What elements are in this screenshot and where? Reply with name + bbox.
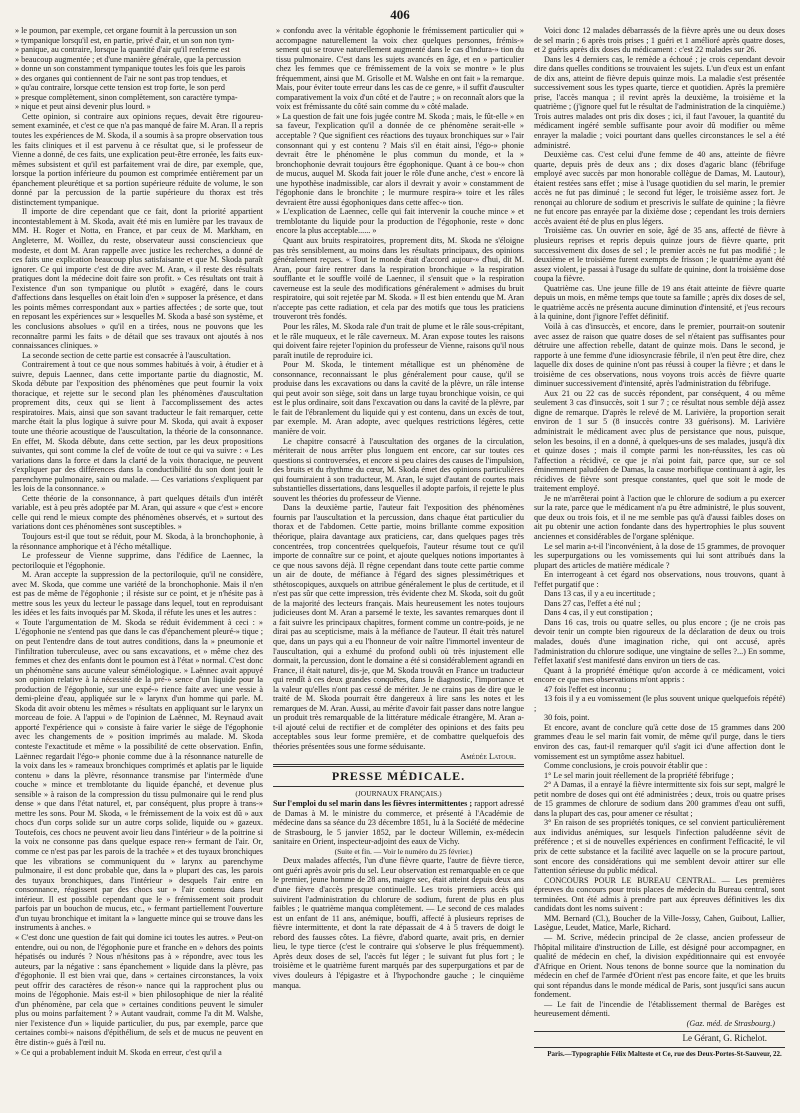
paragraph: Voici donc 12 malades débarrassés de la fièvre après une ou deux doses de sel marin ; 6 après trois prises ; 1 guéri et 1 amélioré après quatre doses, et 2 guéris après dix doses du médicament : c'est 22 malades sur 26. — [534, 26, 785, 55]
article-title — [273, 799, 524, 847]
paragraph: Et encore, avant de conclure qu'à cette dose de 15 grammes dans 200 grammes d'eau le sel marin fait vomir, de même qu'il purge, dans le tiers environ des cas, faut-il remarquer qu'il s'agit ici d'une affection dont le vomissement est un symptôme assez habituel. — [534, 722, 785, 761]
paragraph: Quant aux bruits respiratoires, proprement dits, M. Skoda ne s'éloigne pas très sensiblement, au moins dans les résultats principaux, des opinions généralement reçues. « Tout le monde était d'accord aujour-» d'hui, dit M. Aran, pour faire rentrer dans la respiration bronchique » la respiration soufflante et le souffle voilé de Laennec, il s'ensuit que » la respiration caverneuse est la seule des modifications généralement » admises du bruit respiratoire, qui soit rejetée par M. Skoda. » Il est bien entendu que M. Aran n'accepte pas cette radiation, et cela par des motifs que tous les praticiens trouveront très fondés. — [273, 236, 524, 322]
paragraph: » Ce qui a probablement induit M. Skoda en erreur, c'est qu'il a — [15, 1047, 222, 1057]
paragraph: Il importe de dire cependant que ce fait, dont la priorité appartient incontestablement à M. Skoda, avait été mis en lumière par les travaux de MM. H. Roger et Notta, en France, et par ceux de M. Markham, en Angleterre, M. Woillez, du reste, observateur aussi consciencieux que modeste, et dont M. Aran rappelle avec justice les recherches, a donné de ces faits une explication beaucoup plus satisfaisante et que M. Skoda paraît ignorer. Ce qui importe c'est de dire avec M. Aran, « il reste des résultats pratiques dont la médecine doit faire son profit. » Ces résultats ont trait à l'existence d'un son tympanique ou plutôt » exagéré, dans le cours d'affections dans lesquelles on était loin d'en » supposer la présence, et dans les points mêmes correspondant aux » parties affectées ; de sorte que, tout en reposant les expériences sur » lesquelles M. Skoda a basé son système, et les conclusions absolues » qu'il en a tirées, nous ne pouvons que les reconnaître parmi les faits » de détail que ses travaux ont ajoutés à nos connaissances cliniques. » — [12, 207, 263, 351]
paragraph: Cette théorie de la consonnance, à part quelques détails d'un intérêt variable, est à peu près adoptée par M. Aran, qui assure « que c'est » encore celle qui rend le mieux compte des phénomènes observés, et » surtout des variations dont ces phénomènes sont susceptibles. » — [12, 493, 263, 532]
paragraph: CONCOURS POUR LE BUREAU CENTRAL. — Les premières épreuves du concours pour trois places de médecin du Bureau central, sont terminées. Ont été admis à prendre part aux épreuves définitives les dix candidats dont les noms suivent : — [534, 875, 785, 914]
paragraph: Dans la deuxième partie, l'auteur fait l'exposition des phénomènes fournis par l'auscultation et la percussion, dans chaque état particulier du thorax et de l'abdomen. Cette partie, moins brillante comme exposition théorique, plaira davantage aux praticiens, car, dans quelques pages très concentrées, trop concentrées quelquefois, l'auteur résume tout ce qu'il importe de connaître sur ce point, et ajoute quelques notions importantes à ce que nous savons déjà. Il règne cependant dans toute cette partie comme un air de doute, de méfiance à l'égard des signes plessimétriques et sthétoscopiques, auxquels on attribue généralement le plus de certitude, et il n'est pas sûr que cette impression, très évidente chez M. Skoda, soit du goût de la majorité des lecteurs français. Mais heureusement les notes toujours judicieuses dont M. Aran a parsemé le texte, les savantes remarques dont il a fait suivre les principaux chapitres, forment comme un contre-poids, je ne dirai pas au scepticisme, mais à la méfiance de l'auteur. Il était très naturel que, dans un pays qui a eu l'honneur de voir naître l'immortel inventeur de l'auscultation, qui a exhumé du profond oubli où très injustement elle dormait, la percussion, dont le domaine a été si considérablement agrandi en France, il était naturel, dis-je, que M. Skoda trouvât en France un traducteur qui rendît à ces deux grandes conquêtes, dans le diagnostic, l'importance et la valeur qu'elles n'ont pas cessé de mériter. Je ne crains pas de dire que le traité de M. Skoda pourrait être dangereux à lire sans les notes et les remarques de M. Aran. Aussi, au mérite d'avoir fait passer dans notre langue un produit très remarquable de la littérature médicale étrangère, M. Aran a-t-il ajouté celui de rectifier et de compléter des opinions et des faits peu acceptables sous leur forme première, et de combattre quelquefois des théories présentées sous une forme séduisante. — [273, 503, 524, 752]
middle-column — [273, 26, 524, 1102]
paragraph: Dans 16 cas, trois ou quatre selles, ou plus encore ; (je ne crois pas devoir tenir un compte bien rigoureux de la déclaration de deux ou trois malades, doués d'une imagination riche, qui ont accusé, après l'administration du chlorure sodique, une vingtaine de selles ?...) En somme, l'effet laxatif s'est manifesté dans environ un tiers de cas. — [534, 617, 785, 666]
paragraph: Cette opinion, si contraire aux opinions reçues, devait être rigoureu-sement examinée, et c'est ce que n'a pas manqué de faire M. Aran. Il a repris toutes les expériences de M. Skoda, il a soumis à sa propre observation tous les faits cliniques et il est parvenu à ce résultat que, si le professeur de Vienne a donné, de ces faits, une explication peut-être erronée, les faits eux-mêmes subsistent et qu'il est parfaitement vrai de dire, par exemple, que, lorsque la portion inférieure du poumon est comprimée entièrement par un épanchement pleurétique et sa portion supérieure réduite de volume, le son donné par la percussion de la partie supérieure du thorax est très distinctement tympanique. — [12, 111, 263, 207]
paragraph: Comme conclusions, je crois pouvoir établir que : — [544, 761, 708, 771]
paragraph: Le chapitre consacré à l'auscultation des organes de la circulation, mériterait de nous arrêter plus longuem ent encore, car sur toutes ces questions si controversées, et encore si peu claires des causes de l'impulsion, des bruits et du rhythme du cœur, M. Skoda émet des opinions particulières qui fourniraient à son traducteur, M. Aran, le sujet d'autant de courtes mais substantielles dissertations, dans lesquelles il adopte parfois, il rejette le plus souvent les théories du professeur de Vienne. — [273, 436, 524, 503]
paragraph: Le professeur de Vienne supprime, dans l'édifice de Laennec, la pectoriloquie et l'égophonie. — [12, 551, 263, 570]
paragraph: » confondu avec la véritable égophonie le frémissement particulier qui » accompagne naturellement la voix chez quelques personnes, frémis-» sement qui se trouve naturellement augmenté dans le cas d'indura-» tion du tissu pulmonaire. C'est dans les sujets avancés en âge, et en » particulier chez les femmes que ce frémissement de la voix se montre » le plus fréquemment, ainsi que M. Grisolle et M. Walshe en ont fait » la remarque. Mais, pour éviter toute erreur dans les cas de ce genre, » il suffit d'ausculter comparativement la voix d'un côté et de l'autre ; » on reconnaît alors que la voix est frémissante du côté sain comme du » côté malade. — [276, 26, 524, 112]
paragraph: 1° Le sel marin jouit réellement de la propriété fébrifuge ; — [544, 770, 734, 780]
paragraph: — Le fait de l'incendie de l'établissement thermal de Barèges est heureusement démenti. — [534, 999, 785, 1019]
printer-line: Paris.—Typographie Félix Malteste et Ce, rue des Deux-Portes-St-Sauveur, 22. — [547, 1049, 782, 1058]
sequel-note: (Suite et fin. — Voir le numéro du 25 février.) — [334, 846, 473, 856]
paragraph: » des organes qui contiennent de l'air ne sont pas trop tendues, et — [15, 73, 228, 83]
paragraph: 47 fois l'effet est inconnu ; — [544, 684, 632, 694]
paragraph: 2° A Damas, il a enrayé la fièvre intermittente six fois sur sept, malgré le petit nombre de doses qui ont été administrées ; deux, trois ou quatre prises de 15 grammes de chlorure de sodium dans 200 grammes d'eau ont suffi, dans la plupart des cas, pour amener ce résultat ; — [534, 780, 785, 818]
section-divider — [273, 764, 524, 767]
middle-column-continuation — [273, 856, 524, 990]
paragraph: » donne un son constamment tympanique toutes les fois que les parois — [15, 64, 246, 74]
section-title: PRESSE MÉDICALE. — [331, 769, 466, 784]
paragraph: Quatrième cas. Une jeune fille de 19 ans était atteinte de fièvre quarte depuis un mois, en même temps que toute sa famille ; après dix doses de sel, le quatrième accès ne présenta aucune diminution d'intensité, et j'eus recours à la quinine, dont j'ignore l'effet définitif. — [534, 283, 785, 322]
paragraph: Quant à la propriété émétique qu'on accorde à ce médicament, voici encore ce que mes observations m'ont appris : — [534, 665, 785, 685]
paragraph: Deux malades affectés, l'un d'une fièvre quarte, l'autre de fièvre tierce, ont guéri après avoir pris du sel. Leur observation est remarquable en ce que le premier, jeune homme de 28 ans, maigre sec, était atteint depuis deux ans d'une fièvre d'accès presque continuelle. Les trois premiers accès qui suivirent l'administration du chlorure de sodium, furent de plus en plus faibles ; le quatrième manqua complètement. — Le second de ces malades est un enfant de 11 ans, anémique, bouffi, affecté à plusieurs reprises de fièvre intermittente, et dont la rate dépassait de 4 à 5 travers de doigt le rebord des fausses côtes. La fièvre, d'abord quarte, avait pris, en dernier lieu, le type tierce (c'est le contraire qui s'observe le plus fréquemment). Après deux doses de sel, l'accès fut léger ; le suivant fut plus fort ; le troisième et le quatrième furent marqués par des superpurgations et par de vives douleurs à l'épigastre et à l'hypochondre gauche ; le cinquième manqua. — [273, 856, 524, 990]
paragraph: Toujours est-il que tout se réduit, pour M. Skoda, à la bronchophonie, à la résonnance amphorique et à l'écho métallique. — [12, 531, 263, 551]
paragraph: — M. Scrive, médecin principal de 2e classe, ancien professeur de l'hôpital militaire d'instruction de Lille, est désigné pour accompagner, en qualité de médecin en chef, la division expéditionnaire qui est envoyée d'Afrique en Orient. Nous tenons de bonne source que la nomination du médecin en chef de l'armée d'Orient n'est pas encore faite, et que les bruits qui sont répandus dans le monde médical de Paris, sont jusqu'ici sans aucun fondement. — [534, 932, 785, 1000]
right-column — [534, 26, 785, 1102]
columns — [12, 26, 788, 1102]
paragraph: M. Aran accepte la suppression de la pectoriloquie, qu'il ne considère, avec M. Skoda, que comme une variété de la bronchophonie. Mais il n'en est pas de même de l'égophonie ; il résiste sur ce point, et je n'hésite pas à mettre sous les yeux du lecteur le passage dans lequel, tout en reproduisant les idées et les faits invoqués par M. Skoda, il réfute les unes et les autres : — [12, 570, 263, 618]
paragraph: Contrairement à tout ce que nous sommes habitués à voir, à étudier et à suivre, depuis Laennec, dans cette importante partie du diagnostic, M. Skoda débute par l'exposition des phénomènes que peut fournir la voix thoracique, et rejette sur le second plan les phénomènes d'auscultation proprement dits, ceux qui se lient à l'accomplissement des actes respiratoires. Mais, ainsi que son savant traducteur le fait remarquer, cette marche était la plus logique à suivre pour M. Skoda, qui avait à exposer toute une théorie acoustique de l'auscultation, la théorie de la consonnance. En effet, M. Skoda débute, dans cette section, par les deux propositions suivantes, qui sont comme la clef de voûte de tout ce qui va suivre : « Les variations dans la force et dans la clarté de la voix thoracique, ne peuvent s'expliquer par des différences dans la conductibilité du son dont jouit le parenchyme pulmonaire, sain ou malade. — Ces variations s'expliquent par les lois de la consonnance. » — [12, 360, 263, 494]
article-title-rest: rapport adressé de Damas à M. le ministre du commerce, et présenté à l'Académie de médecine dans sa séance du 23 décembre 1851, lu à la Société de médecine de Strasbourg, le 5 janvier 1852, par le docteur Willemin, ex-médecin sanitaire en Orient, inspecteur-adjoint des eaux de Vichy. — [273, 799, 524, 847]
page-number: 406 — [390, 7, 410, 22]
paragraph: Troisième cas. Un ouvrier en soie, âgé de 35 ans, affecté de fièvre à plusieurs reprises et repris depuis quinze jours de fièvre quarte, prit successivement dix doses de sel ; le premier accès ne fut pas modifié ; le deuxième et le troisième furent exempts de frisson ; le quatrième ayant été assez violent, je passai à l'usage du sulfate de quinine, dont la troisième dose coupa la fièvre. — [534, 226, 785, 284]
paragraph: Pour M. Skoda, le tintement métallique est un phénomène de consonnance, reconnaissant le plus généralement pour cause, qu'il se produise dans les excavations ou dans la cavité de la plèvre, un râle intense qui peut avoir son siège, soit dans un large tuyau bronchique voisin, ce qui est le plus ordinaire, soit dans l'excavation ou dans la cavité de la plèvre, par le fait de l'ébranlement du liquide qui y est contenu, dans un excès de tout, par exemple. M. Aran adopte, avec quelques restrictions légères, cette manière de voir. — [273, 360, 524, 436]
article-signature: Amédée Latour. — [460, 751, 516, 761]
paragraph: » beaucoup augmentée ; et d'une manière générale, que la percussion — [15, 54, 241, 64]
paragraph: » tympanique lorsqu'il est, en partie, privé d'air, et un son non tym- — [15, 35, 235, 45]
article-title-bold: Sur l'emploi du sel marin dans les fièvres intermittentes ; — [273, 799, 473, 809]
paragraph: En interrogeant à cet égard nos observations, nous trouvons, quant à l'effet purgatif que : — [534, 570, 785, 589]
paragraph: 3° En raison de ses propriétés toniques, ce sel convient particulièrement aux individus anémiques, sur lesquels l'infection paludéenne sévit de préférence ; et si de nouvelles expériences en confirment l'efficacité, le vil prix de cette substance et la facilité avec laquelle on se la procure partout, sont encore des considérations qui me semblent devoir attirer sur elle l'attention sérieuse du public médical. — [534, 818, 785, 876]
footer-rule — [534, 1031, 785, 1032]
paragraph: Dans 13 cas, il y a eu incertitude ; — [544, 589, 656, 599]
paragraph: Le sel marin a-t-il l'inconvénient, à la dose de 15 grammes, de provoquer les superpurgations ou les vomissements qui lui sont attribués dans la plupart des articles de matière médicale ? — [534, 541, 785, 570]
right-column-text — [534, 26, 785, 1019]
source-label: (JOURNAUX FRANÇAIS.) — [355, 789, 442, 799]
paragraph: Aux 21 ou 22 cas de succès répondent, par conséquent, 4 ou même seulement 3 cas d'insuccès, soit 1 sur 7 ; ce résultat nous semble déjà assez digne de remarque. D'après le relevé de M. Larivière, la proportion serait environ de 1 sur 5 (8 insuccès contre 33 guérisons). M. Larivière administrait le médicament avec plus de persistance que nous, puisque, selon les besoins, il en a donné, à quelques-uns de ses malades, jusqu'à dix et quinze doses ; mais il compte parmi les non-réussites, les cas où l'affection a récidivé, ce que je n'ai point fait, parce que, sur ce sol éminemment paludéen de Damas, la cause morbifique continuant à agir, les récidives de fièvre sont presque constantes, quel que soit le mode de traitement employé. — [534, 388, 785, 494]
paragraph: « Toute l'argumentation de M. Skoda se réduit évidemment à ceci : » L'égophonie ne s'entend pas que dans le cas d'épanchement pleuré-» tique ; on peut l'entendre dans de tout autres conditions, dans la » pneumonie et l'infiltration tuberculeuse, avec ou sans excavations, et » même chez des femmes et chez des enfants dont le poumon est à l'état » normal. C'est donc un phénomène sans aucune valeur séméiologique. » Laënnec avait appuyé son opinion relative à la nécessité de la pré-» sence d'un liquide pour la production de l'égophonie, sur une expé-» rience faite avec une vessie à demi-pleine d'eau, appliquée sur le » larynx d'un homme qui parle. M. Skoda dit avoir obtenu les mêmes » résultats en appliquant sur le larynx un morceau de foie. A l'appui » de l'opinion de Laënnec, M. Reynaud avait apporté l'expérience qui » consiste à faire varier le siège de l'égophonie avec les changements de » position imprimés au malade. M. Skoda conteste l'exactitude et même » la possibilité de cette observation. Enfin, Laënnec regardait l'égo-» phonie comme due à la résonnance naturelle de la voix dans les » rameaux bronchiques comprimés et aplatis par le liquide contenu » dans la plèvre, résonnance transmise par l'intermède d'une couche » mince et tremblotante du liquide épanché, et devenue plus sensible » à raison de la compression du tissu pulmonaire qui le rend plus dense » que dans l'état naturel, et, par conséquent, plus propre à trans-» mettre les sons. Pour M. Skoda, « le frémissement de la voix est dû » aux chocs d'un corps solide sur un autre corps solide, liquide ou » gazeux. Toutefois, ces chocs ne peuvent avoir lieu dans l'intérieur » de la poitrine si la voix ne consonne pas dans quelque espace ren-» fermant de l'air. Or, comme ce n'est pas par les parois de la trachée » et des tuyaux bronchiques que les vibrations se communiquent du » larynx au parenchyme pulmonaire, il est donc probable que, dans la » plupart des cas, les parois des tuyaux bronchiques, dans l'intérieur » desquels l'air entre en consonnance, réagissent par des chocs sur » l'air contenu dans leur intérieur. Il est possible cependant que le » frémissement soit produit parfois par un bouchon de mucus, etc., » fermant partiellement l'ouverture d'un tuyau bronchique et imitant la » languette mince qui se trouve dans les instruments à anches. » — [15, 617, 263, 933]
gerant-line: Le Gérant, G. Richelot. — [682, 1033, 767, 1044]
middle-column-text — [273, 26, 524, 752]
paragraph: 30 fois, point. — [544, 713, 590, 723]
paragraph: Deuxième cas. C'est celui d'une femme de 40 ans, atteinte de fièvre quarte, depuis près de deux ans ; dix doses d'agaric blanc (fébrifuge employé avec succès par mon honorable collègue de Damas, M. Lautour), étaient restées sans effet ; mise à l'usage quotidien du sel marin, le premier accès ne fut pas diminué ; le second fut léger, le troisième assez fort. Je renonçai au chlorure de sodium et prescrivis le sulfate de quinine ; la fièvre ne fut encore pas enrayée par la dixième dose ; cependant les trois derniers accès avaient été de plus en plus légers. — [534, 150, 785, 226]
paragraph: » presque complètement, sinon complètement, son caractère tympa- — [15, 92, 238, 102]
paragraph: » La question de fait une fois jugée contre M. Skoda ; mais, le fût-elle » en sa faveur, l'explication qu'il a donnée de ce phénomène serait-elle » acceptable ? Que signifient ces réactions des tuyaux bronchiques sur » l'air consonnant qui y est contenu ? Mais s'il en était ainsi, l'égo-» phonie devrait être le phénomène le plus commun du monde, et la » bronchophonie devrait toujours être égophonique. Quant à ce bou-» chon de mucus, auquel M. Skoda fait jouer le rôle d'une anche, c'est » encore là une hypothèse inadmissible, car alors il devrait y avoir » constamment de l'égophonie dans le bronchite ; le murmure respira-» toire et les râles devraient être aussi égophoniques dans cette affec-» tion. — [276, 111, 524, 207]
footer-rule-2 — [534, 1047, 785, 1048]
source-credit: (Gaz. méd. de Strasbourg.) — [686, 1018, 775, 1028]
paragraph: » qu'au contraire, lorsque cette tension est trop forte, le son perd — [15, 83, 225, 93]
left-column — [12, 26, 263, 1102]
paragraph: Dans 27 cas, l'effet a été nul ; — [544, 598, 641, 608]
section-divider-thin — [273, 786, 524, 787]
paragraph: « C'est donc une question de fait qui domine ici toutes les autres. » Peut-on entendre, oui ou non, de l'égophonie pure et franche en » dehors des points hépatisés ou indurés ? Nous n'hésitons pas à » répondre, avec tous les auteurs, par la négative : sans épanchement » liquide dans la plèvre, pas d'égophonie. Il est bien vrai que, dans » certaines circonstances, la voix peut offrir des caractères de réson-» nance qui la rapprochent plus ou moins de l'égophonie. Mais est-il » bien philosophique de nier la réalité d'un phénomène, par cela que » certaines conditions peuvent le simuler plus ou moins parfaitement ? » Autant vaudrait, comme l'a dit M. Walshe, nier l'existence d'un » liquide particulier, du pus, par exemple, parce que certaines combi-» naisons d'épithélium, de sels et de mucus ne peuvent en être distin-» gués à l'œil nu. — [15, 932, 263, 1047]
paragraph: Dans les 4 derniers cas, le remède a échoué ; je crois cependant devoir dire dans quelles conditions se trouvaient les sujets. L'un d'eux est un enfant de dix ans, atteint de fièvre depuis quinze mois. La maladie s'est présentée successivement sous les types quarte, tierce et quotidien. Après la première prise, l'accès manqua ; il revint après la deuxième, la troisième et la quatrième ; (j'ignore quel fut le résultat de l'administration de la cinquième.) Trois autres malades ont pris dix doses ; ici, il faut l'avouer, la quantité du médicament ingéré semble suffisante pour avoir dû modifier ou même enrayer la maladie ; voici pourtant dans quelles circonstances le sel a été administré. — [534, 54, 785, 150]
paragraph: Je ne m'arrêterai point à l'action que le chlorure de sodium a pu exercer sur la rate, parce que le médicament n'a pu être administré, le plus souvent, que deux ou trois fois, et il ne me semble pas qu'à d'aussi faibles doses on ait pu obtenir une action fondante dans des hypertrophies le plus souvent anciennes et considérables de l'organe splénique. — [534, 493, 785, 541]
paragraph: » le poumon, par exemple, cet organe fournit à la percussion un son — [15, 26, 237, 35]
paragraph: Pour les râles, M. Skoda rale d'un trait de plume et le râle sous-crépitant, et le râle muqueux, et le râle caverneux. M. Aran expose toutes les raisons qui doivent faire rejeter l'opinion du professeur de Vienne, raisons qu'il nous paraît inutile de reproduire ici. — [273, 321, 524, 360]
paragraph: MM. Bernard (Cl.), Boucher de la Ville-Jossy, Cahen, Guibout, Lallier, Lasègue, Leudet, Matice, Marle, Richard. — [534, 913, 785, 933]
paragraph: La seconde section de cette partie est consacrée à l'auscultation. — [22, 350, 231, 360]
paragraph: Voilà à cas d'insuccès, et encore, dans le premier, pourrait-on soutenir avec assez de raison que quatre doses de sel n'étaient pas suffisantes pour détruire une affection rebelle, datant de quinze mois. Dans le second, je rapporte à une femme d'une idiosyncrasie fébrile, il n'en peut être dire, chez laquelle dix doses de quinine n'ont pas réussi à couper la fièvre ; et dans le troisième de ces observations, nous voyons trois accès de fièvre quarte diminuer successivement d'intensité, après l'administration du fébrifuge. — [534, 321, 785, 389]
paragraph: Dans 4 cas, il y eut constipation ; — [544, 608, 653, 618]
paragraph: » L'explication de Laennec, celle qui fait intervenir la couche mince » et tremblotante du liquide pour la production de l'égophonie, reste » donc encore la plus acceptable...... » — [276, 207, 524, 236]
paragraph: 13 fois il y a eu vomissement (le plus souvent unique quelquefois répété) ; — [534, 694, 785, 713]
paragraph: » nique et peut ainsi devenir plus lourd. » — [15, 102, 151, 112]
paragraph: » panique, au contraire, lorsque la quantité d'air qu'il renferme est — [15, 45, 230, 55]
